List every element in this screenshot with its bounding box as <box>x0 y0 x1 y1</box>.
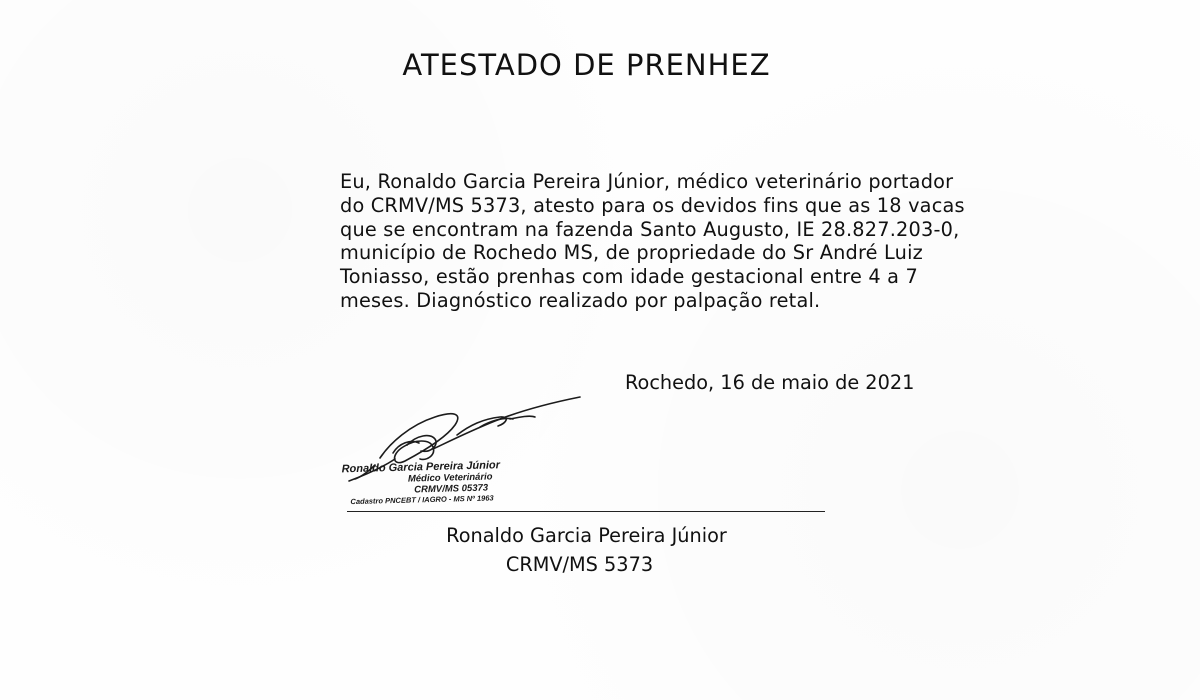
professional-stamp <box>339 457 600 507</box>
paragraph-line: Toniasso, estão prenhas com idade gestacional entre 4 a 7 <box>340 265 918 289</box>
signer-registration: CRMV/MS 5373 <box>505 553 654 576</box>
place-and-date: Rochedo, 16 de maio de 2021 <box>625 371 915 394</box>
document-title: ATESTADO DE PRENHEZ <box>402 48 771 82</box>
paragraph-line: do CRMV/MS 5373, atesto para os devidos fins que as 18 vacas <box>340 193 965 217</box>
stamp-profession: Médico Veterinário <box>407 471 493 485</box>
paragraph-line: Eu, Ronaldo Garcia Pereira Júnior, médico veterinário portador <box>340 170 954 193</box>
stamp-registration: CRMV/MS 05373 <box>414 482 489 496</box>
paragraph-line: meses. Diagnóstico realizado por palpação retal. <box>340 288 821 312</box>
attestation-paragraph <box>340 170 1060 313</box>
signer-name: Ronaldo Garcia Pereira Júnior <box>446 524 727 547</box>
paragraph-line: que se encontram na fazenda Santo Augusto, IE 28.827.203-0, <box>340 217 960 241</box>
stamp-cadastro: Cadastro PNCEBT / IAGRO - MS Nº 1963 <box>350 493 494 507</box>
stamp-name: Ronaldo Garcia Pereira Júnior <box>341 459 501 476</box>
signature-line <box>347 511 825 512</box>
paragraph-line: município de Rochedo MS, de propriedade do Sr André Luiz <box>340 241 923 265</box>
